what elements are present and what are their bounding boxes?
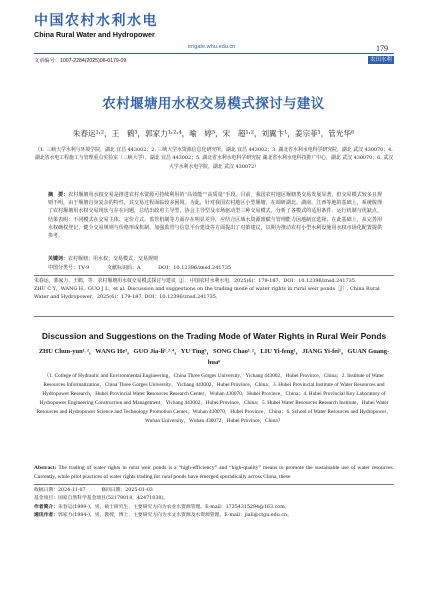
citation-divider-bottom bbox=[34, 316, 394, 317]
revised-date: 修回日期：2025-01-03 bbox=[101, 488, 153, 493]
affiliations-cn: （1. 三峡大学水利与环境学院，湖北 宜昌 443002；2. 三峡大学水资源信息化研究所，湖北 宜昌 443002；3. 湖北省水利水电科学研究院，湖北 武汉 430070；4. 湖北省水电工程施工与管理重点实验室（三峡大学），湖北 宜昌 443002；5. 湖北省水利水电科学研究院 湖北省水利水电科技推广中心，湖北 武汉 430070；6. 武汉大学水利水电学院，湖北 武汉 430072） bbox=[34, 147, 394, 170]
section-badge: 农田水利 bbox=[368, 56, 394, 64]
date-row bbox=[34, 487, 394, 495]
page-header bbox=[0, 0, 427, 64]
abstract-cn-text: 农村堰塘用水权交易是推进农村水资源可持续利用的“高效能”“高质量”手段。目前，我国农村地区堰塘类交易发展显著，但交易模式较多且规则不明，由于堰塘自身复杂的特性，其交易过程面临较多困境。为此，针对我国农村地区小型堰塘，在调研湖北、湖南、江西等地的基础上，系统梳理了农村堰塘用水权交易现状与存在问题，总结出政府主导型、协会主导型及市场驱动型三种交易模式，分析了各模式的适用条件、运行机制与优缺点。结果表明：不同模式在交易主体、定价方式、监管机制等方面存在明显差异，应结合区域水资源禀赋与管理能力因地制宜选择。在此基础上，从完善用水权确权登记、健全交易规则与价格形成机制、加强监管与信息平台建设等方面提出了对策建议，以期为推动农村小型水利设施用水权市场化配置提供参考。 bbox=[48, 192, 382, 240]
corresponding-text: 郭家力(1984-)，男，教授，博士，主要研究方向为水文水资源及水资源管理。E-mail：jiali@ctgu.edu.cn。 bbox=[58, 513, 292, 519]
author-bio-text: 朱春运(1999-)，男，硕士研究生，主要研究方向为农业水资源管理。E-mail：17354315294@163.com。 bbox=[58, 504, 290, 510]
citation-cn: 朱春运，郭家力，王鹤，等．农村堰塘用水权交易模式探讨与建议［J］．中国农村水利水电，2025(6)：179-187．DOI：10.12396/znsd.241735. bbox=[34, 278, 357, 284]
footnote-divider bbox=[34, 484, 394, 485]
abstract-cn bbox=[48, 191, 382, 240]
author-bio-label: 作者简介： bbox=[34, 504, 58, 510]
keywords-cn-text: 农村堰塘；用水权；交易模式；交易规则 bbox=[68, 256, 159, 262]
header-divider bbox=[34, 53, 394, 54]
journal-name-en: China Rural Water and Hydropower bbox=[34, 30, 155, 39]
footnotes bbox=[34, 487, 394, 521]
citation-en: ZHU C Y，WANG H，GUO J L，et al. Discussion and suggestions on the trading mode of water rights in rural weir ponds［J］. China Rural Water and Hydropower，2025(6)：179-187. DOI：10.12396/znsd.241735. bbox=[34, 285, 380, 300]
abstract-en-text: The trading of water rights in rural weir ponds is a “high-efficiency” and “high-quality” means to promote the sustainable use of water resources. Currently, while pilot practices of water rights trading for rural ponds have emerged sporadically across China, these bbox=[34, 465, 394, 480]
keywords-cn-label: 关键词： bbox=[48, 256, 69, 262]
journal-name-cn: 中国农村水利水电 bbox=[34, 14, 158, 29]
clc-number: 中图分类号：TV-9 bbox=[48, 265, 90, 271]
corresponding-author bbox=[34, 512, 394, 520]
doi[interactable]: DOI：10.12396/znsd.241735 bbox=[158, 265, 232, 271]
page-number: 179 bbox=[376, 44, 388, 53]
article-number: 文章编号：1007-2284(2025)06-0179-09 bbox=[34, 58, 127, 64]
journal-url[interactable]: irrigate.whu.edu.cn bbox=[188, 44, 236, 50]
paper-title-en: Discussion and Suggestions on the Trading Mode of Water Rights in Rural Weir Ponds bbox=[41, 331, 387, 341]
document-code: 文献标识码：A bbox=[106, 265, 141, 271]
classification-row bbox=[48, 264, 382, 271]
author-list-en: ZHU Chun-yun¹˒²，WANG He³，GUO Jia-li¹˒²˒⁴，YU Ting⁵，SONG Chao¹˒²，LIU Yi-feng¹，JIANG Yi-fei¹，GUAN Guang-hua⁶ bbox=[38, 348, 390, 366]
fund-line: 基金项目：国家自然科学基金项目(52179018，42471038)。 bbox=[34, 496, 169, 502]
abstract-en bbox=[34, 464, 394, 482]
citation-divider-top bbox=[34, 275, 394, 276]
abstract-cn-label: 摘 要： bbox=[48, 192, 69, 198]
citation-block bbox=[34, 278, 394, 301]
affiliations-en: （1. College of Hydraulic and Environmental Engineering，China Three Gorges University，Yichang 443002，Hubei Province，China；2. Institute of Water Resources Informatization，China Three Gorges University，Yichang 443002，Hubei Province，China；3. Hubei Provincial Institute of Water Resources and Hydropower Research，Hubei Provincial Water Resources Research Center，Wuhan 430070，Hubei Province，China；4. Hubei Provincial Key Laboratory of Hydropower Engineering Construction and Management，Yichang 443002，Hubei Province，China；5. Hubei Water Resources Research Institute，Hubei Water Resources and Hydropower Science and Technology Promotion Center，Wuhan 430070，Hubei Province，China；6. School of Water Resources and Hydropower，Wuhan University，Wuhan 430072，Hubei Province，China） bbox=[36, 373, 392, 425]
author-list-cn: 朱春运¹˒²，王 鹤³，郭家力¹˒²˒⁴，喻 婷⁵，宋 超¹˒²，刘翼卞¹，姜宗菲¹，管光华⁶ bbox=[72, 129, 355, 138]
received-date: 收稿日期：2024-11-07 bbox=[34, 488, 86, 493]
corresponding-label: 通讯作者： bbox=[34, 513, 58, 519]
paper-title-cn: 农村堰塘用水权交易模式探讨与建议 bbox=[102, 96, 325, 112]
abstract-en-label: Abstract: bbox=[34, 465, 57, 471]
keywords-cn bbox=[48, 255, 382, 262]
author-bio bbox=[34, 504, 394, 512]
